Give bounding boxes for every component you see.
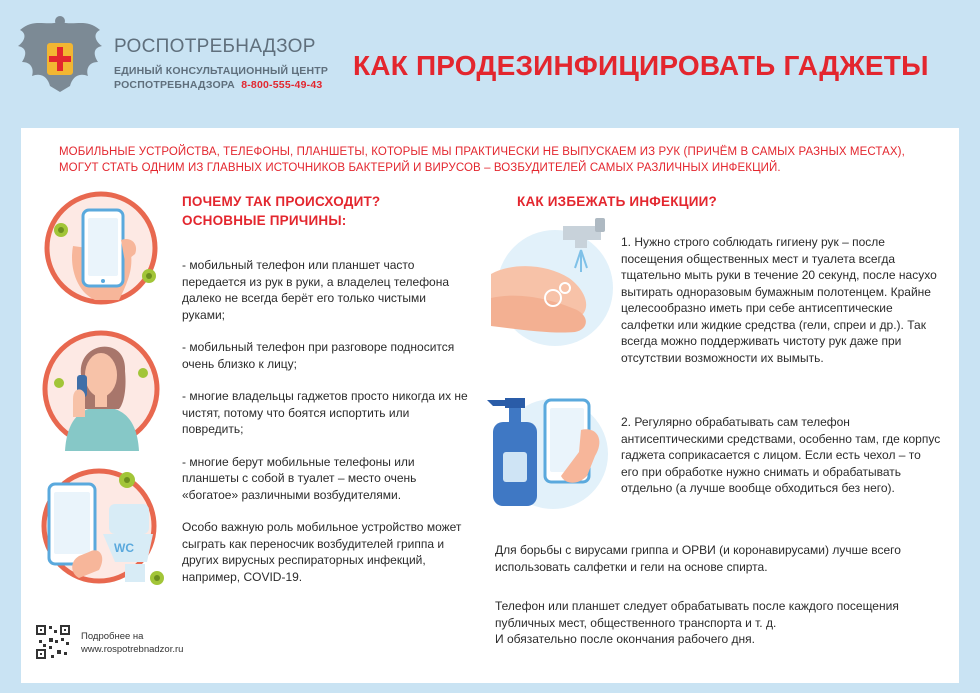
website-link[interactable]: www.rospotrebnadzor.ru bbox=[81, 644, 184, 655]
org-block bbox=[114, 36, 328, 92]
sanitizer-phone-illustration bbox=[481, 390, 616, 510]
more-info bbox=[81, 630, 183, 656]
phone-toilet-illustration bbox=[39, 458, 169, 588]
tip-phone-cleaning: 2. Регулярно обрабатывать сам телефон антисептическими средствами, особенно там, где корпус гаджета соприкасается с лицом. Если есть чехол – то его при обработке нужно снимать и обрабатывать отдельно (а лучше вообще обходиться без него). bbox=[621, 415, 941, 495]
phone-in-hand-illustration bbox=[39, 188, 164, 306]
org-subtitle bbox=[114, 64, 328, 92]
frequency-line: Телефон или планшет следует обрабатывать после каждого посещения публичных мест, общественного транспорта и т. д. bbox=[495, 599, 899, 630]
org-sub-line2-text: РОСПОТРЕБНАДЗОРА bbox=[114, 79, 235, 91]
content-card bbox=[21, 128, 959, 683]
org-name: РОСПОТРЕБНАДЗОР bbox=[114, 36, 316, 57]
reason-item: - мобильный телефон при разговоре подносится очень близко к лицу; bbox=[182, 340, 455, 371]
more-info-label: Подробнее на bbox=[81, 631, 144, 642]
left-heading-line1: ПОЧЕМУ ТАК ПРОИСХОДИТ? bbox=[182, 194, 381, 209]
intro-text: МОБИЛЬНЫЕ УСТРОЙСТВА, ТЕЛЕФОНЫ, ПЛАНШЕТЫ, КОТОРЫЕ МЫ ПРАКТИЧЕСКИ НЕ ВЫПУСКАЕМ ИЗ РУК (ПРИЧЁМ В САМЫХ РАЗНЫХ МЕСТАХ), МОГУТ СТАТЬ ОДНИМ ИЗ ГЛАВНЫХ ИСТОЧНИКОВ БАКТЕРИЙ И ВИРУСОВ – ВОЗБУДИТЕЛЕЙ САМЫХ РАЗЛИЧНЫХ ИНФЕКЦИЙ. bbox=[59, 146, 905, 174]
reason-item: - мобильный телефон или планшет часто передается из рук в руки, а владелец телефона далеко не всегда берёт его только чистыми руками; bbox=[182, 258, 450, 322]
alcohol-wipes-note: Для борьбы с вирусами гриппа и ОРВИ (и коронавирусами) лучше всего использовать салфетки и гели на основе спирта. bbox=[495, 543, 901, 574]
reason-item: - многие берут мобильные телефоны или планшеты с собой в туалет – место очень «богатое» различными возбудителями. bbox=[182, 454, 417, 502]
reasons-list bbox=[182, 257, 472, 601]
left-heading bbox=[182, 192, 380, 230]
reason-item: - многие владельцы гаджетов просто никогда их не чистят, потому что боятся испортить или повредить; bbox=[182, 389, 468, 436]
page-title: КАК ПРОДЕЗИНФИЦИРОВАТЬ ГАДЖЕТЫ bbox=[353, 50, 929, 81]
cleaning-frequency-note bbox=[495, 598, 945, 648]
org-sub-line1: ЕДИНЫЙ КОНСУЛЬТАЦИОННЫЙ ЦЕНТР bbox=[114, 65, 329, 77]
hand-washing-illustration bbox=[483, 218, 618, 353]
wc-label: WC bbox=[114, 541, 134, 555]
emblem-logo bbox=[14, 12, 106, 100]
end-of-day-line: И обязательно после окончания рабочего дня. bbox=[495, 632, 755, 646]
hotline-phone: 8-800-555-49-43 bbox=[241, 79, 323, 91]
tip-hand-hygiene: 1. Нужно строго соблюдать гигиену рук – после посещения общественных мест и туалета всегда тщательно мыть руки в течение 20 секунд, после насухо вытирать одноразовым бумажным полотенцем. Крайне целесообразно иметь при себе антисептические салфетки или жидкие средства (гели, спреи и др.). Так всегда можно поддерживать чистоту рук даже при отсутствии возможности их вымыть. bbox=[621, 235, 937, 365]
org-sub-line2 bbox=[114, 78, 328, 92]
qr-code bbox=[35, 624, 71, 660]
covid-note: Особо важную роль мобильное устройство может сыграть как переносчик возбудителей гриппа и других вирусных респираторных инфекций, например, COVID-19. bbox=[182, 520, 462, 584]
right-heading: КАК ИЗБЕЖАТЬ ИНФЕКЦИИ? bbox=[517, 194, 717, 209]
left-heading-line2: ОСНОВНЫЕ ПРИЧИНЫ: bbox=[182, 213, 347, 228]
woman-phone-illustration bbox=[39, 321, 164, 451]
